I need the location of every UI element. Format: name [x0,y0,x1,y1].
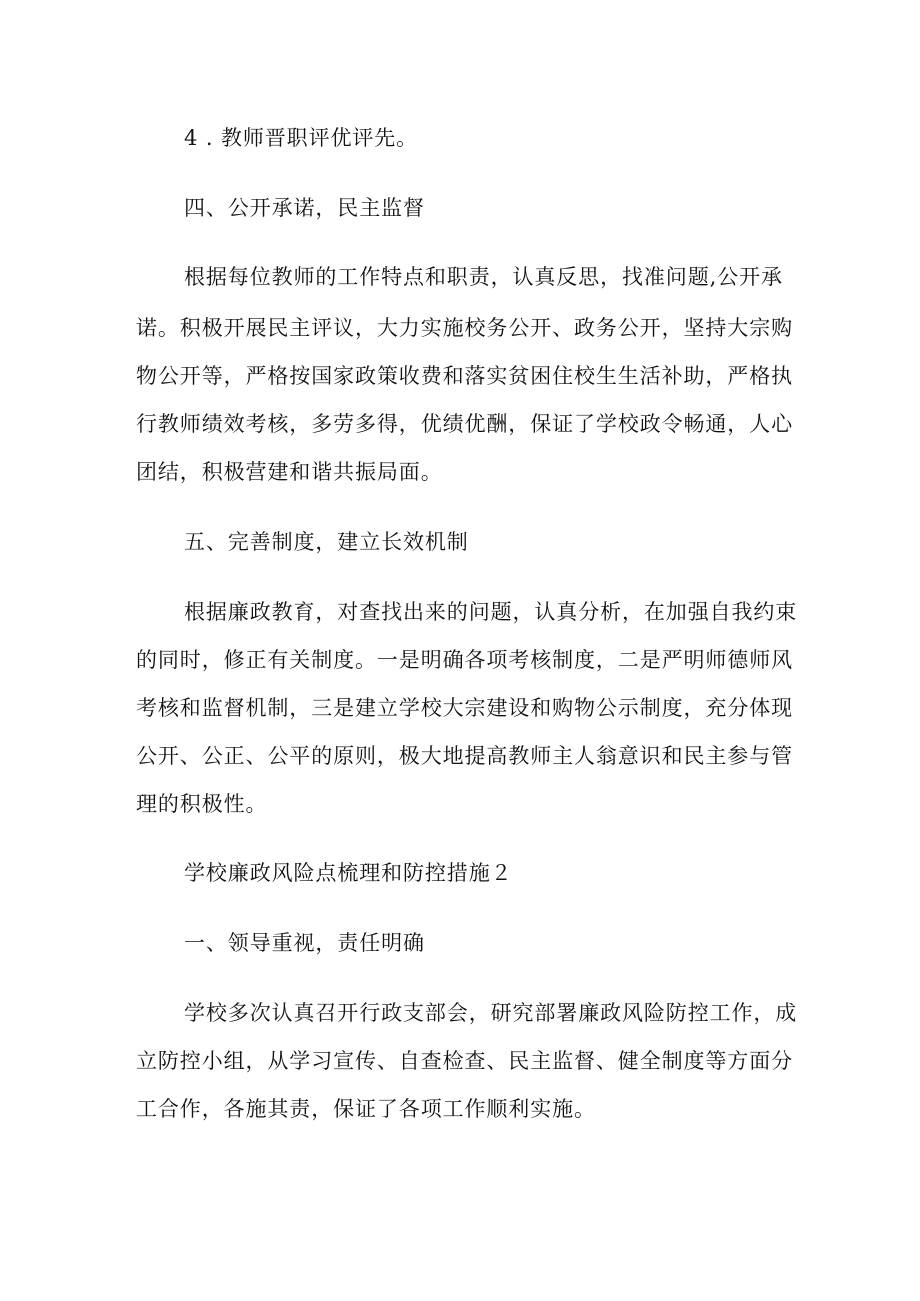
paragraph-line: 理的积极性。 [136,792,268,816]
paragraph-line: 诺。积极开展民主评议，大力实施校务公开、政务公开，坚持大宗购 [136,316,793,340]
paragraph-line: 考核和监督机制，三是建立学校大宗建设和购物公示制度，充分体现 [136,696,793,720]
paragraph-line: 工合作，各施其责，保证了各项工作顺利实施。 [136,1097,596,1121]
paragraph-line: 行教师绩效考核，多劳多得，优绩优酬，保证了学校政令畅通，人心 [136,412,793,436]
paragraph-line: 团结，积极营建和谐共振局面。 [136,460,443,484]
paragraph-line: 根据每位教师的工作特点和职责，认真反思，找准问题,公开承 [184,265,783,289]
paragraph-line: 立防控小组，从学习宣传、自查检查、民主监督、健全制度等方面分 [136,1049,793,1073]
paragraph-line: 物公开等，严格按国家政策收费和落实贫困住校生生活补助，严格执 [136,364,793,388]
part-2-title: 学校廉政风险点梳理和防控措施２ [184,861,513,885]
paragraph-line: 学校多次认真召开行政支部会，研究部署廉政风险防控工作，成 [184,1001,798,1025]
paragraph-line: 公开、公正、公平的原则，极大地提高教师主人翁意识和民主参与管 [136,744,793,768]
paragraph-line: 的同时，修正有关制度。一是明确各项考核制度，二是严明师德师风 [136,648,793,672]
paragraph-line: 根据廉政教育，对查找出来的问题，认真分析，在加强自我约束 [184,600,798,624]
part-2-section-1-heading: 一、领导重视，责任明确 [184,931,425,955]
section-5-heading: 五、完善制度，建立长效机制 [184,530,469,554]
item-4-text: 4 . 教师晋职评优评先。 [184,126,419,150]
section-4-heading: 四、公开承诺，民主监督 [184,196,425,220]
